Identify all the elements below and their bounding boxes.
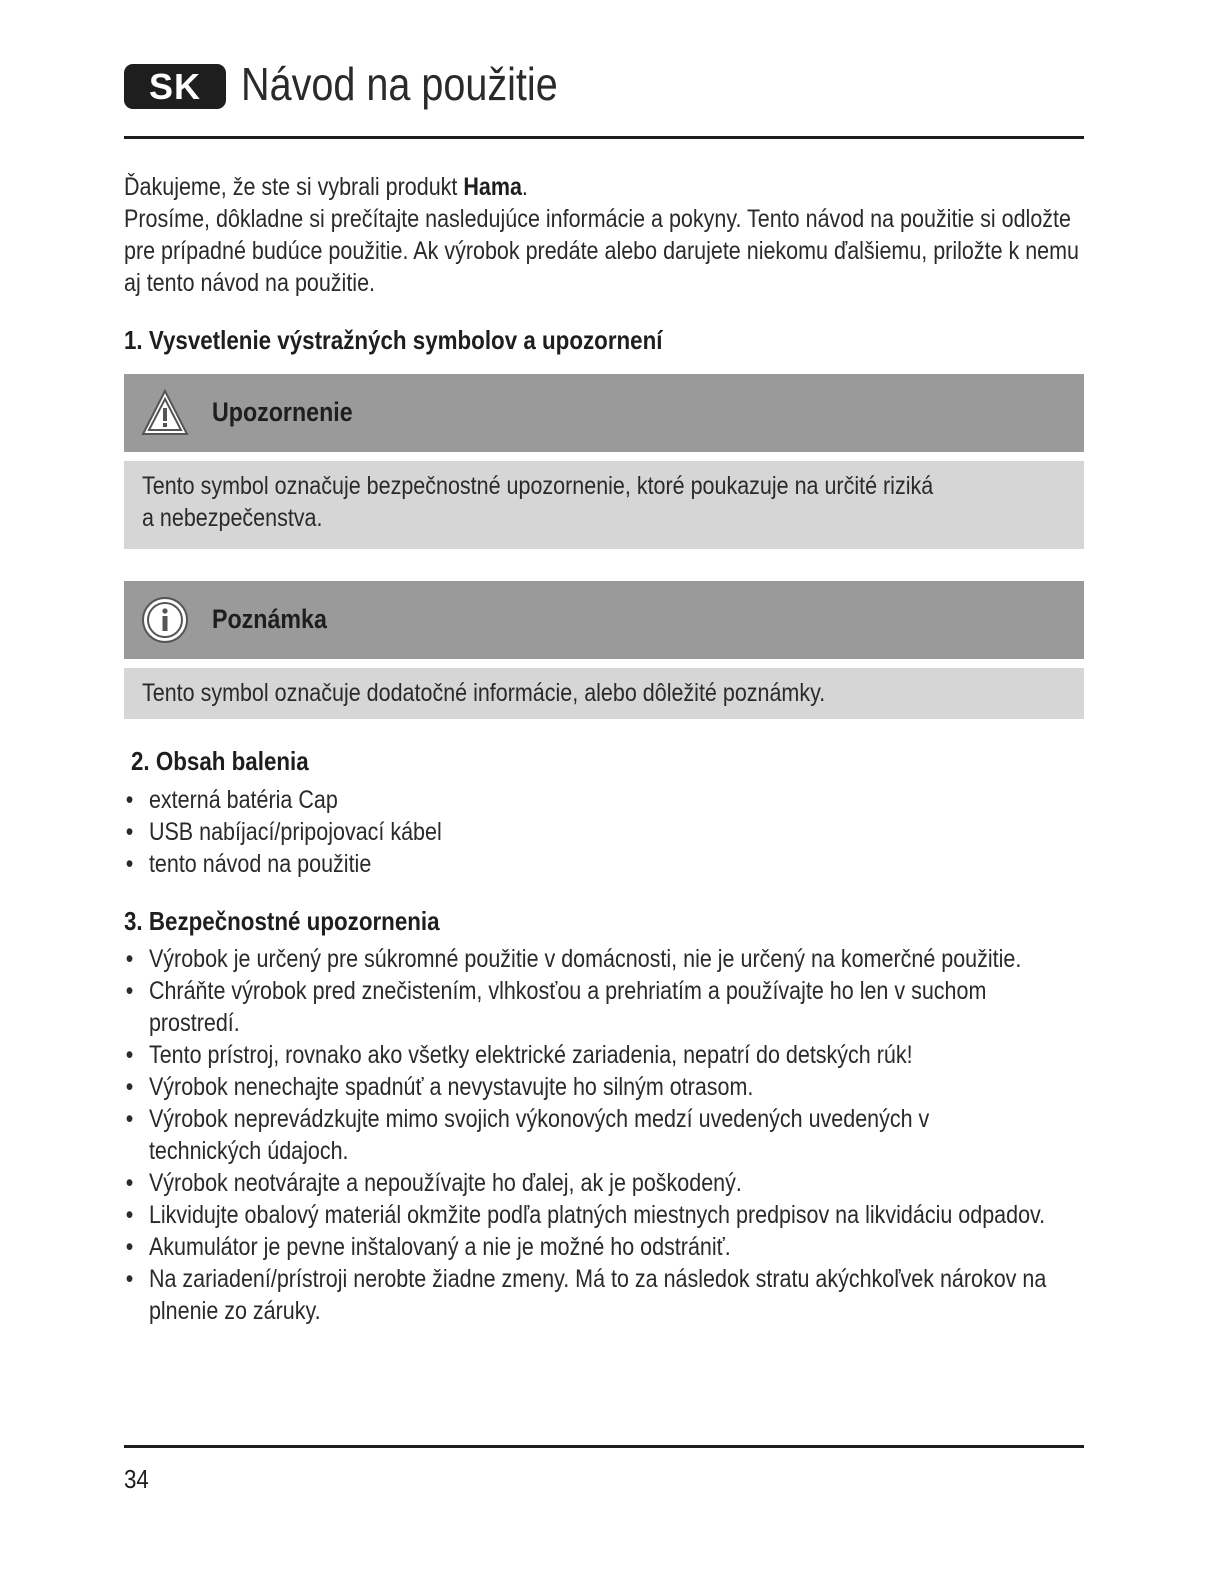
list-item: • Likvidujte obalový materiál okmžite podľa platných miestnych predpisov na likvidáciu odpadov. bbox=[124, 1199, 1069, 1231]
safety-list bbox=[124, 943, 1084, 1327]
list-item: • externá batéria Cap bbox=[124, 784, 1084, 816]
intro-text bbox=[124, 171, 1084, 299]
list-item: • tento návod na použitie bbox=[124, 848, 1084, 880]
list-item: • Výrobok neprevádzkujte mimo svojich výkonových medzí uvedených uvedených v technických údajoch. bbox=[124, 1103, 1009, 1167]
section3-heading: 3. Bezpečnostné upozornenia bbox=[124, 906, 440, 936]
section1-heading: 1. Vysvetlenie výstražných symbolov a upozornení bbox=[124, 325, 663, 355]
warning-description: Tento symbol označuje bezpečnostné upozornenie, ktoré poukazuje na určité riziká a nebezpečenstva. bbox=[142, 472, 934, 532]
list-item: • Akumulátor je pevne inštalovaný a nie je možné ho odstrániť. bbox=[124, 1231, 1084, 1263]
intro-paragraph: Prosíme, dôkladne si prečítajte nasledujúce informácie a pokyny. Tento návod na použitie si odložte pre prípadné budúce použitie. Ak výrobok predáte alebo darujete niekomu ďalšiemu, priložte k nemu aj tento návod na použitie. bbox=[124, 205, 1080, 297]
page-title: Návod na použitie bbox=[241, 58, 558, 110]
note-box-header bbox=[124, 581, 1084, 659]
footer-divider bbox=[124, 1445, 1084, 1448]
section2-heading: 2. Obsah balenia bbox=[131, 746, 309, 776]
list-item: • Výrobok je určený pre súkromné použitie v domácnosti, nie je určený na komerčné použitie. bbox=[124, 943, 1084, 975]
warning-box-body bbox=[124, 461, 1084, 549]
list-item: • Chráňte výrobok pred znečistením, vlhkosťou a prehriatím a používajte ho len v suchom prostredí. bbox=[124, 975, 1069, 1039]
list-item: • Výrobok nenechajte spadnúť a nevystavujte ho silným otrasom. bbox=[124, 1071, 1084, 1103]
list-item: • Tento prístroj, rovnako ako všetky elektrické zariadenia, nepatrí do detských rúk! bbox=[124, 1039, 1084, 1071]
note-title: Poznámka bbox=[212, 604, 327, 634]
note-description: Tento symbol označuje dodatočné informácie, alebo dôležité poznámky. bbox=[142, 679, 826, 707]
note-box-body bbox=[124, 668, 1084, 719]
page-number: 34 bbox=[124, 1464, 149, 1494]
page-header bbox=[124, 58, 1084, 114]
list-item: • Na zariadení/prístroji nerobte žiadne zmeny. Má to za následok stratu akýchkoľvek nárokov na plnenie zo záruky. bbox=[124, 1263, 1104, 1327]
intro-thanks: Ďakujeme, že ste si vybrali produkt Hama. bbox=[124, 173, 528, 201]
brand-name: Hama bbox=[463, 173, 522, 201]
warning-triangle-icon bbox=[140, 388, 190, 438]
header-divider bbox=[124, 136, 1084, 139]
info-icon bbox=[140, 595, 190, 645]
list-item: • USB nabíjací/pripojovací kábel bbox=[124, 816, 1084, 848]
list-item: • Výrobok neotvárajte a nepoužívajte ho ďalej, ak je poškodený. bbox=[124, 1167, 1084, 1199]
warning-box-header bbox=[124, 374, 1084, 452]
warning-title: Upozornenie bbox=[212, 397, 353, 427]
language-badge: SK bbox=[124, 64, 226, 109]
package-contents-list bbox=[124, 784, 1084, 880]
